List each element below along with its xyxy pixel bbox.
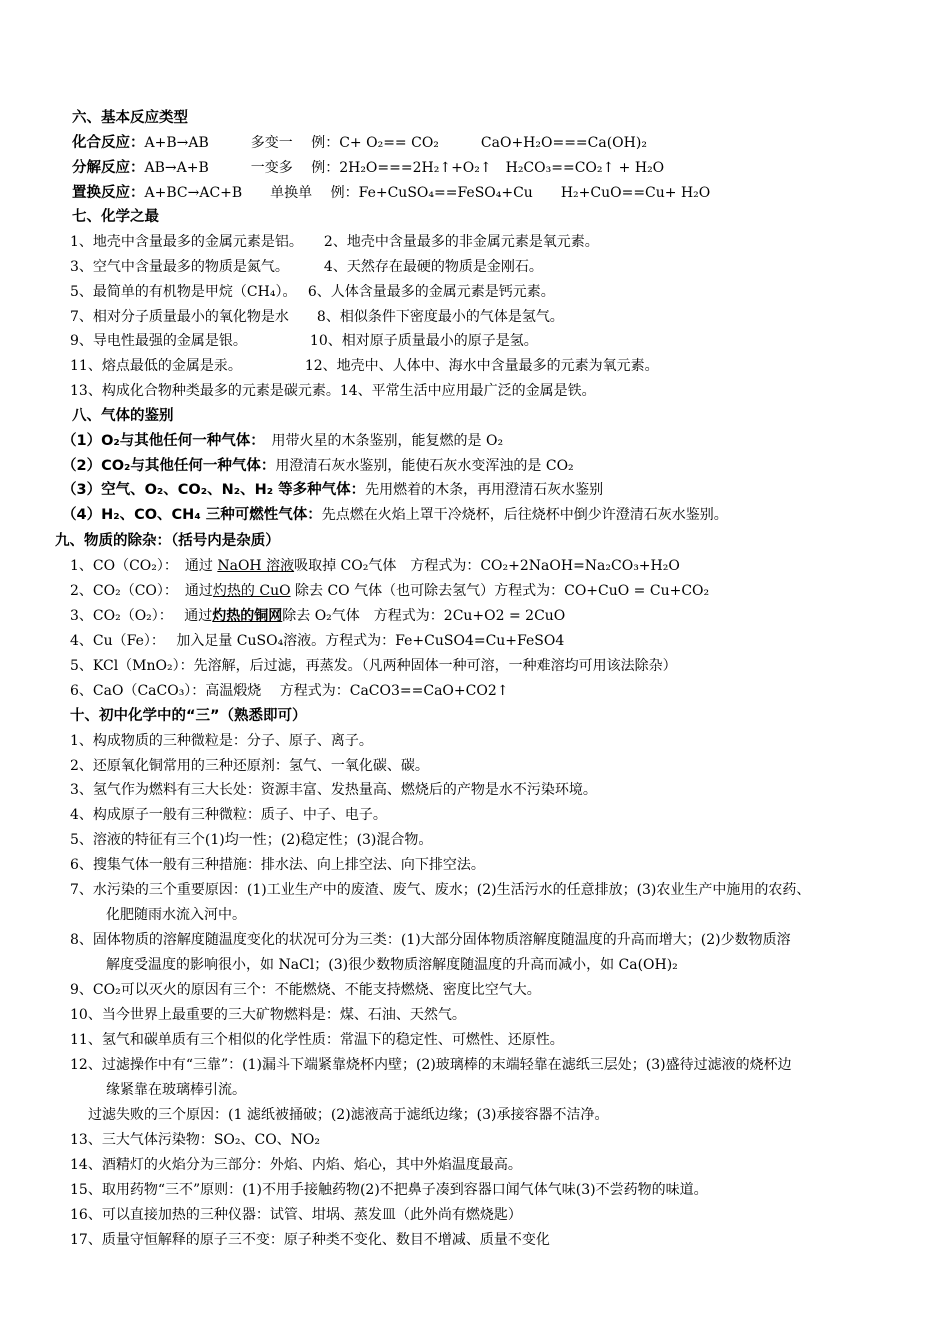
reagent-underlined: 灼热的铜网 xyxy=(212,608,283,624)
reaction-line xyxy=(72,184,710,202)
list-item: 5、最简单的有机物是甲烷（CH₄）。 6、人体含量最多的金属元素是钙元素。 xyxy=(70,284,555,300)
item-prefix: 3、CO₂（O₂）： 通过 xyxy=(70,608,213,624)
item-text: 先用燃着的木条，再用澄清石灰水鉴别 xyxy=(365,482,604,498)
list-item: 3、空气中含量最多的物质是氮气。 4、天然存在最硬的物质是金刚石。 xyxy=(70,259,543,275)
list-item: 9、导电性最强的金属是银。 10、相对原子质量最小的原子是氢。 xyxy=(70,333,538,349)
list-item: 1、构成物质的三种微粒是：分子、原子、离子。 xyxy=(70,733,373,749)
section-heading-6: 六、基本反应类型 xyxy=(72,110,188,126)
item-rest: 除去 CO 气体（也可除去氢气）方程式为：CO+CuO = Cu+CO₂ xyxy=(290,583,710,599)
impurity-removal-item xyxy=(70,557,680,575)
gas-identification-item xyxy=(62,457,574,475)
reaction-type-label: 置换反应： xyxy=(72,185,145,201)
item-label: （1）O₂与其他任何一种气体： xyxy=(62,433,258,449)
item-text: 用澄清石灰水鉴别，能使石灰水变浑浊的是 CO₂ xyxy=(275,458,574,474)
reagent-underlined: 灼热的 CuO xyxy=(212,583,291,599)
list-item-continuation: 化肥随雨水流入河中。 xyxy=(106,907,246,923)
list-item: 13、三大气体污染物：SO₂、CO、NO₂ xyxy=(70,1132,321,1148)
section-heading-10: 十、初中化学中的“三”（熟悉即可） xyxy=(70,708,307,724)
item-label: （4）H₂、CO、CH₄ 三种可燃性气体： xyxy=(62,507,322,523)
list-item: 14、酒精灯的火焰分为三部分：外焰、内焰、焰心，其中外焰温度最高。 xyxy=(70,1157,522,1173)
gas-identification-item xyxy=(62,481,603,499)
list-item: 4、构成原子一般有三种微粒：质子、中子、电子。 xyxy=(70,807,387,823)
impurity-removal-item xyxy=(70,582,709,600)
reagent-underlined: NaOH 溶液 xyxy=(217,558,295,574)
reaction-line xyxy=(72,159,664,177)
item-rest: 除去 O₂气体 方程式为：2Cu+O2 = 2CuO xyxy=(282,608,566,624)
item-label: （3）空气、O₂、CO₂、N₂、H₂ 等多种气体： xyxy=(62,482,366,498)
list-item: 5、溶液的特征有三个(1)均一性；(2)稳定性；(3)混合物。 xyxy=(70,832,433,848)
reaction-text: A+B→AB 多变一 例：C+ O₂== CO₂ CaO+H₂O===Ca(OH)₂ xyxy=(144,135,647,151)
item-text: 先点燃在火焰上罩干冷烧杯，后往烧杯中倒少许澄清石灰水鉴别。 xyxy=(321,507,728,523)
list-item: 16、可以直接加热的三种仪器：试管、坩埚、蒸发皿（此外尚有燃烧匙） xyxy=(70,1207,522,1223)
item-rest: 吸取掉 CO₂气体 方程式为：CO₂+2NaOH=Na₂CO₃+H₂O xyxy=(294,558,680,574)
list-item: 11、熔点最低的金属是汞。 12、地壳中、人体中、海水中含量最多的元素为氧元素。 xyxy=(70,358,659,374)
list-item: 11、氢气和碳单质有三个相似的化学性质：常温下的稳定性、可燃性、还原性。 xyxy=(70,1032,564,1048)
reaction-type-label: 分解反应： xyxy=(72,160,145,176)
item-prefix: 1、CO（CO₂）： 通过 xyxy=(70,558,218,574)
reaction-text: AB→A+B 一变多 例：2H₂O===2H₂↑+O₂↑ H₂CO₃==CO₂↑ + H₂O xyxy=(144,160,665,176)
list-item: 3、氢气作为燃料有三大长处：资源丰富、发热量高、燃烧后的产物是水不污染环境。 xyxy=(70,782,597,798)
list-item-note: 过滤失败的三个原因：(1 滤纸被捅破；(2)滤液高于滤纸边缘；(3)承接容器不洁净。 xyxy=(88,1107,609,1123)
list-item: 15、取用药物“三不”原则：(1)不用手接触药物(2)不把鼻子凑到容器口闻气体气味(3)不尝药物的味道。 xyxy=(70,1182,708,1198)
list-item: 2、还原氧化铜常用的三种还原剂：氢气、一氧化碳、碳。 xyxy=(70,758,429,774)
item-label: （2）CO₂与其他任何一种气体： xyxy=(62,458,276,474)
list-item: 17、质量守恒解释的原子三不变：原子种类不变化、数目不增减、质量不变化 xyxy=(70,1232,550,1248)
list-item: 1、地壳中含量最多的金属元素是铝。 2、地壳中含量最多的非金属元素是氧元素。 xyxy=(70,234,599,250)
section-heading-7: 七、化学之最 xyxy=(72,209,159,225)
list-item: 9、CO₂可以灭火的原因有三个：不能燃烧、不能支持燃烧、密度比空气大。 xyxy=(70,982,541,998)
reaction-text: A+BC→AC+B 单换单 例：Fe+CuSO₄==FeSO₄+Cu H₂+CuO==Cu+ H₂O xyxy=(144,185,711,201)
list-item-continuation: 缘紧靠在玻璃棒引流。 xyxy=(106,1082,246,1098)
gas-identification-item xyxy=(62,432,503,450)
list-item: 7、相对分子质量最小的氧化物是水 8、相似条件下密度最小的气体是氢气。 xyxy=(70,309,564,325)
list-item: 6、搜集气体一般有三种措施：排水法、向上排空法、向下排空法。 xyxy=(70,857,485,873)
impurity-removal-item: 4、Cu（Fe）： 加入足量 CuSO₄溶液。方程式为：Fe+CuSO4=Cu+FeSO4 xyxy=(70,633,565,649)
list-item: 13、构成化合物种类最多的元素是碳元素。14、平常生活中应用最广泛的金属是铁。 xyxy=(70,383,596,399)
gas-identification-item xyxy=(62,506,728,524)
list-item: 10、当今世界上最重要的三大矿物燃料是：煤、石油、天然气。 xyxy=(70,1007,466,1023)
list-item: 12、过滤操作中有“三靠”：(1)漏斗下端紧靠烧杯内壁；(2)玻璃棒的末端轻靠在滤纸三层处；(3)盛待过滤液的烧杯边 xyxy=(70,1057,792,1073)
impurity-removal-item: 5、KCl（MnO₂）：先溶解，后过滤，再蒸发。（凡两种固体一种可溶，一种难溶均可用该法除杂） xyxy=(70,658,677,674)
impurity-removal-item xyxy=(70,607,565,625)
list-item: 7、水污染的三个重要原因：(1)工业生产中的废渣、废气、废水；(2)生活污水的任意排放；(3)农业生产中施用的农药、 xyxy=(70,882,811,898)
section-heading-9: 九、物质的除杂：（括号内是杂质） xyxy=(55,533,280,549)
impurity-removal-item: 6、CaO（CaCO₃）：高温煅烧 方程式为：CaCO3==CaO+CO2↑ xyxy=(70,683,509,699)
reaction-line xyxy=(72,134,647,152)
item-prefix: 2、CO₂（CO）： 通过 xyxy=(70,583,213,599)
item-text: 用带火星的木条鉴别，能复燃的是 O₂ xyxy=(257,433,504,449)
list-item-continuation: 解度受温度的影响很小，如 NaCl；(3)很少数物质溶解度随温度的升高而减小，如 Ca(OH)₂ xyxy=(106,957,678,973)
list-item: 8、固体物质的溶解度随温度变化的状况可分为三类：(1)大部分固体物质溶解度随温度的升高而增大；(2)少数物质溶 xyxy=(70,932,791,948)
section-heading-8: 八、气体的鉴别 xyxy=(72,408,174,424)
reaction-type-label: 化合反应： xyxy=(72,135,145,151)
